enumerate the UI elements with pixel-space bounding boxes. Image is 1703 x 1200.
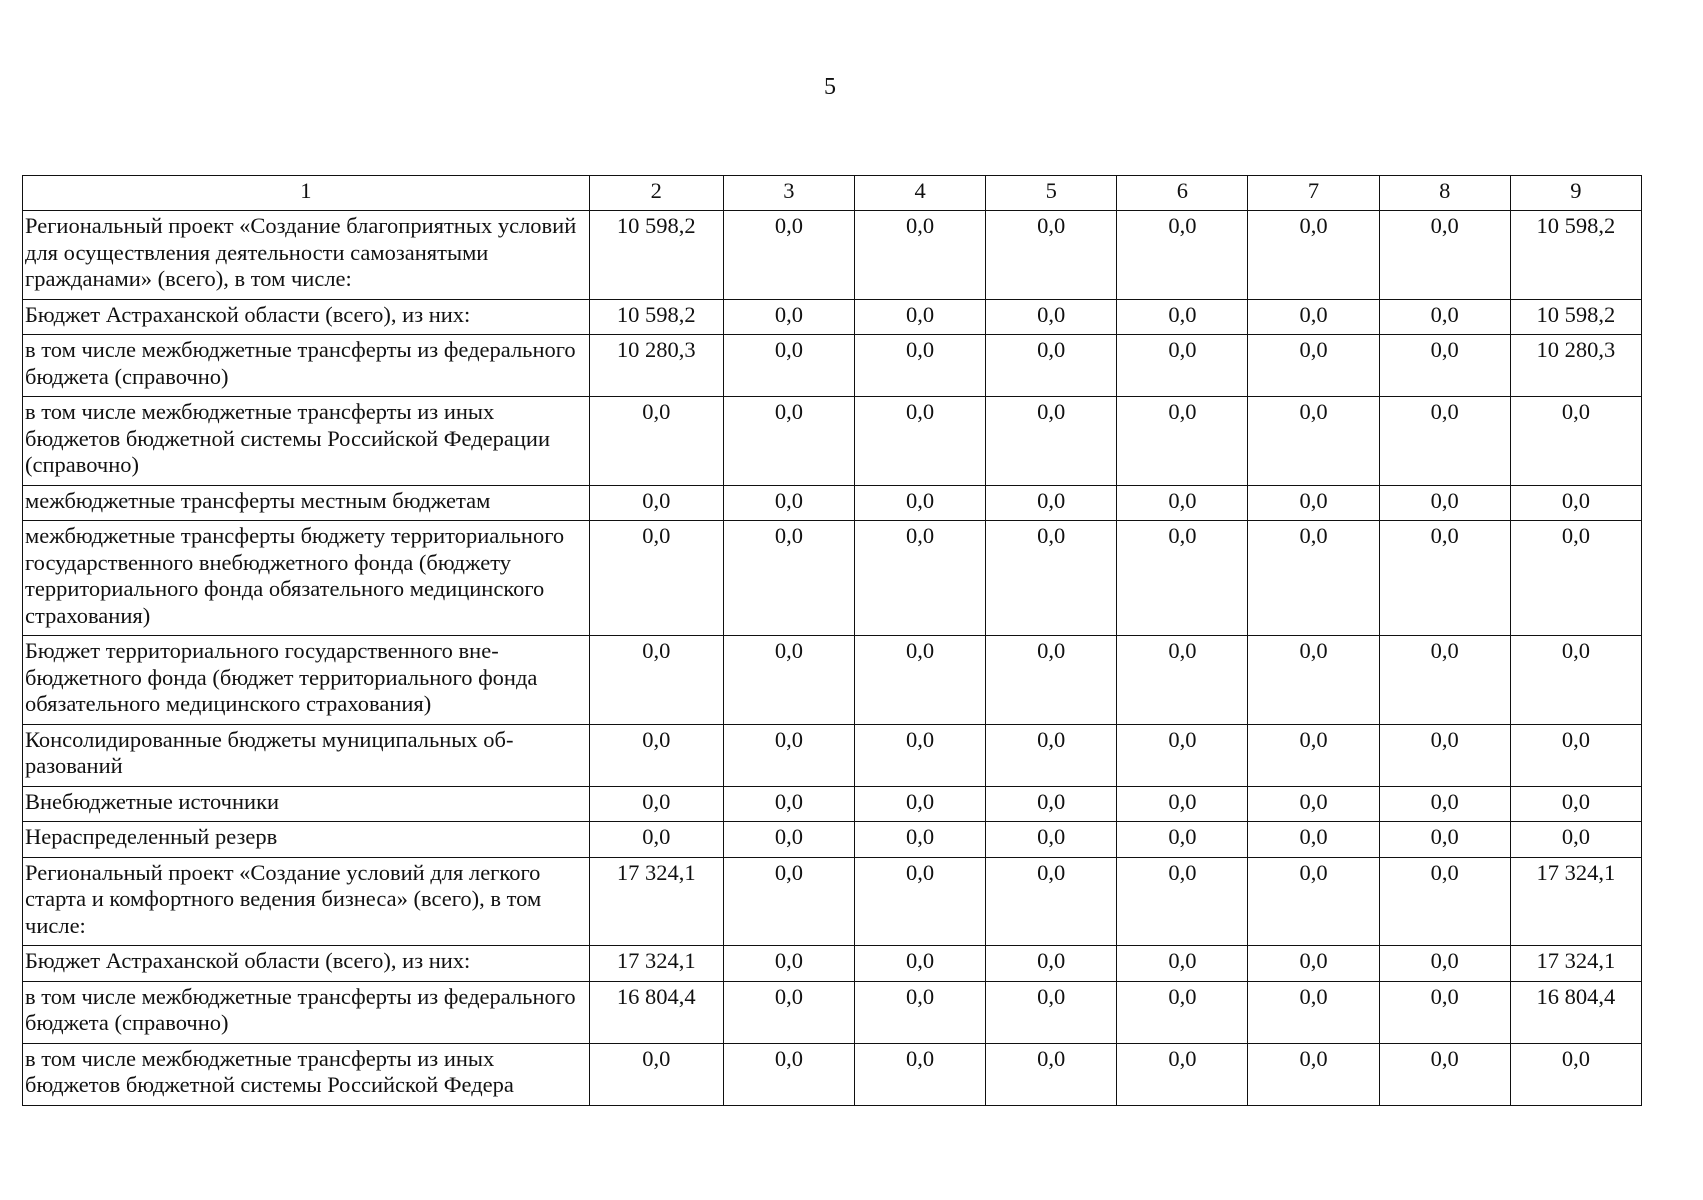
value-cell: 0,0 [986,946,1117,982]
value-cell: 0,0 [723,1043,854,1105]
value-cell: 0,0 [1248,786,1379,822]
value-cell: 0,0 [855,786,986,822]
row-label: Региональный проект «Создание благоприятных условий для осуществления деятельности самозанятыми гражданами» (всего), в том числе: [23,211,590,300]
table-row [23,397,1642,486]
value-cell: 0,0 [723,299,854,335]
value-cell: 0,0 [1379,521,1510,636]
table-row [23,946,1642,982]
column-header: 8 [1379,176,1510,211]
value-cell: 0,0 [1248,724,1379,786]
value-cell: 0,0 [855,1043,986,1105]
value-cell: 0,0 [723,397,854,486]
value-cell: 0,0 [589,822,723,858]
value-cell: 0,0 [855,299,986,335]
value-cell: 0,0 [1379,485,1510,521]
value-cell: 0,0 [1117,1043,1248,1105]
value-cell: 0,0 [1510,822,1641,858]
value-cell: 16 804,4 [1510,981,1641,1043]
column-header: 7 [1248,176,1379,211]
value-cell: 0,0 [855,636,986,725]
value-cell: 0,0 [1248,822,1379,858]
value-cell: 0,0 [855,724,986,786]
value-cell: 0,0 [1248,636,1379,725]
column-header: 1 [23,176,590,211]
value-cell: 0,0 [986,521,1117,636]
value-cell: 17 324,1 [589,857,723,946]
value-cell: 0,0 [589,724,723,786]
value-cell: 0,0 [723,636,854,725]
table-row [23,724,1642,786]
value-cell: 0,0 [589,397,723,486]
value-cell: 10 598,2 [1510,299,1641,335]
value-cell: 0,0 [589,485,723,521]
value-cell: 0,0 [1379,636,1510,725]
value-cell: 0,0 [589,636,723,725]
value-cell: 0,0 [1379,786,1510,822]
value-cell: 0,0 [1248,981,1379,1043]
value-cell: 10 280,3 [589,335,723,397]
value-cell: 0,0 [1248,521,1379,636]
value-cell: 0,0 [855,335,986,397]
value-cell: 0,0 [1510,786,1641,822]
table-body [23,211,1642,1106]
table-row [23,636,1642,725]
table-row [23,786,1642,822]
value-cell: 0,0 [1117,335,1248,397]
value-cell: 0,0 [1510,485,1641,521]
value-cell: 0,0 [855,822,986,858]
table-row [23,335,1642,397]
value-cell: 0,0 [1117,786,1248,822]
value-cell: 10 280,3 [1510,335,1641,397]
value-cell: 0,0 [1379,335,1510,397]
value-cell: 0,0 [723,822,854,858]
value-cell: 0,0 [1379,981,1510,1043]
value-cell: 0,0 [1510,636,1641,725]
column-header: 6 [1117,176,1248,211]
value-cell: 0,0 [1379,724,1510,786]
column-header: 3 [723,176,854,211]
value-cell: 0,0 [986,397,1117,486]
header-row [23,176,1642,211]
value-cell: 0,0 [1379,397,1510,486]
row-label: Бюджет Астраханской области (всего), из них: [23,946,590,982]
value-cell: 0,0 [986,1043,1117,1105]
row-label: Бюджет территориального государственного внебюджетного фонда (бюджет территориального фонда обязательного медицинского страхования) [23,636,590,725]
row-label: Внебюджетные источники [23,786,590,822]
value-cell: 17 324,1 [1510,857,1641,946]
value-cell: 0,0 [1510,397,1641,486]
value-cell: 0,0 [1117,299,1248,335]
value-cell: 0,0 [1117,397,1248,486]
value-cell: 0,0 [855,211,986,300]
table-row [23,1043,1642,1105]
value-cell: 0,0 [1379,299,1510,335]
column-header: 2 [589,176,723,211]
value-cell: 0,0 [723,981,854,1043]
table-row [23,822,1642,858]
value-cell: 0,0 [723,211,854,300]
value-cell: 0,0 [1117,521,1248,636]
row-label: межбюджетные трансферты местным бюджетам [23,485,590,521]
page-number: 5 [824,74,836,100]
value-cell: 0,0 [1117,857,1248,946]
value-cell: 0,0 [986,981,1117,1043]
value-cell: 0,0 [986,724,1117,786]
value-cell: 0,0 [723,786,854,822]
column-header: 4 [855,176,986,211]
value-cell: 10 598,2 [589,299,723,335]
table-row [23,521,1642,636]
budget-table [22,175,1642,1106]
value-cell: 0,0 [723,857,854,946]
value-cell: 0,0 [723,946,854,982]
row-label: Нераспределенный резерв [23,822,590,858]
table-row [23,211,1642,300]
row-label: в том числе межбюджетные трансферты из федерального бюджета (справочно) [23,335,590,397]
row-label: межбюджетные трансферты бюджету территориального государственного внебюджетного фонда (бюджету территориального фонда обязательного медицинского страхования) [23,521,590,636]
value-cell: 0,0 [986,786,1117,822]
value-cell: 0,0 [1117,946,1248,982]
value-cell: 0,0 [855,485,986,521]
value-cell: 0,0 [1117,636,1248,725]
value-cell: 0,0 [855,857,986,946]
row-label: Консолидированные бюджеты муниципальных образований [23,724,590,786]
value-cell: 10 598,2 [1510,211,1641,300]
value-cell: 0,0 [855,397,986,486]
value-cell: 0,0 [1248,299,1379,335]
table-row [23,299,1642,335]
value-cell: 0,0 [1248,397,1379,486]
row-label: в том числе межбюджетные трансферты из федерального бюджета (справочно) [23,981,590,1043]
value-cell: 17 324,1 [1510,946,1641,982]
value-cell: 0,0 [1248,485,1379,521]
value-cell: 0,0 [723,521,854,636]
value-cell: 0,0 [723,485,854,521]
value-cell: 0,0 [1248,211,1379,300]
table-row [23,485,1642,521]
value-cell: 0,0 [1248,335,1379,397]
table-row [23,857,1642,946]
value-cell: 0,0 [986,636,1117,725]
row-label: в том числе межбюджетные трансферты из иных бюджетов бюджетной системы Российской Федера [23,1043,590,1105]
value-cell: 0,0 [986,857,1117,946]
value-cell: 0,0 [986,822,1117,858]
value-cell: 0,0 [589,786,723,822]
value-cell: 0,0 [986,485,1117,521]
value-cell: 0,0 [1379,822,1510,858]
value-cell: 0,0 [1117,211,1248,300]
value-cell: 0,0 [1510,724,1641,786]
row-label: Бюджет Астраханской области (всего), из них: [23,299,590,335]
value-cell: 10 598,2 [589,211,723,300]
value-cell: 0,0 [1117,822,1248,858]
value-cell: 0,0 [1248,857,1379,946]
value-cell: 17 324,1 [589,946,723,982]
value-cell: 0,0 [589,1043,723,1105]
value-cell: 0,0 [1379,211,1510,300]
value-cell: 0,0 [723,724,854,786]
value-cell: 0,0 [1248,946,1379,982]
value-cell: 0,0 [986,211,1117,300]
value-cell: 0,0 [855,521,986,636]
value-cell: 16 804,4 [589,981,723,1043]
value-cell: 0,0 [1248,1043,1379,1105]
column-header: 9 [1510,176,1641,211]
row-label: Региональный проект «Создание условий для легкого старта и комфортного ведения бизнеса» (всего), в том числе: [23,857,590,946]
value-cell: 0,0 [589,521,723,636]
value-cell: 0,0 [1117,724,1248,786]
value-cell: 0,0 [1510,521,1641,636]
table-row [23,981,1642,1043]
value-cell: 0,0 [1117,981,1248,1043]
value-cell: 0,0 [855,981,986,1043]
value-cell: 0,0 [723,335,854,397]
row-label: в том числе межбюджетные трансферты из иных бюджетов бюджетной системы Российской Федерации (справочно) [23,397,590,486]
value-cell: 0,0 [1379,857,1510,946]
value-cell: 0,0 [986,299,1117,335]
value-cell: 0,0 [1379,1043,1510,1105]
value-cell: 0,0 [1510,1043,1641,1105]
column-header: 5 [986,176,1117,211]
value-cell: 0,0 [1117,485,1248,521]
value-cell: 0,0 [986,335,1117,397]
value-cell: 0,0 [1379,946,1510,982]
value-cell: 0,0 [855,946,986,982]
